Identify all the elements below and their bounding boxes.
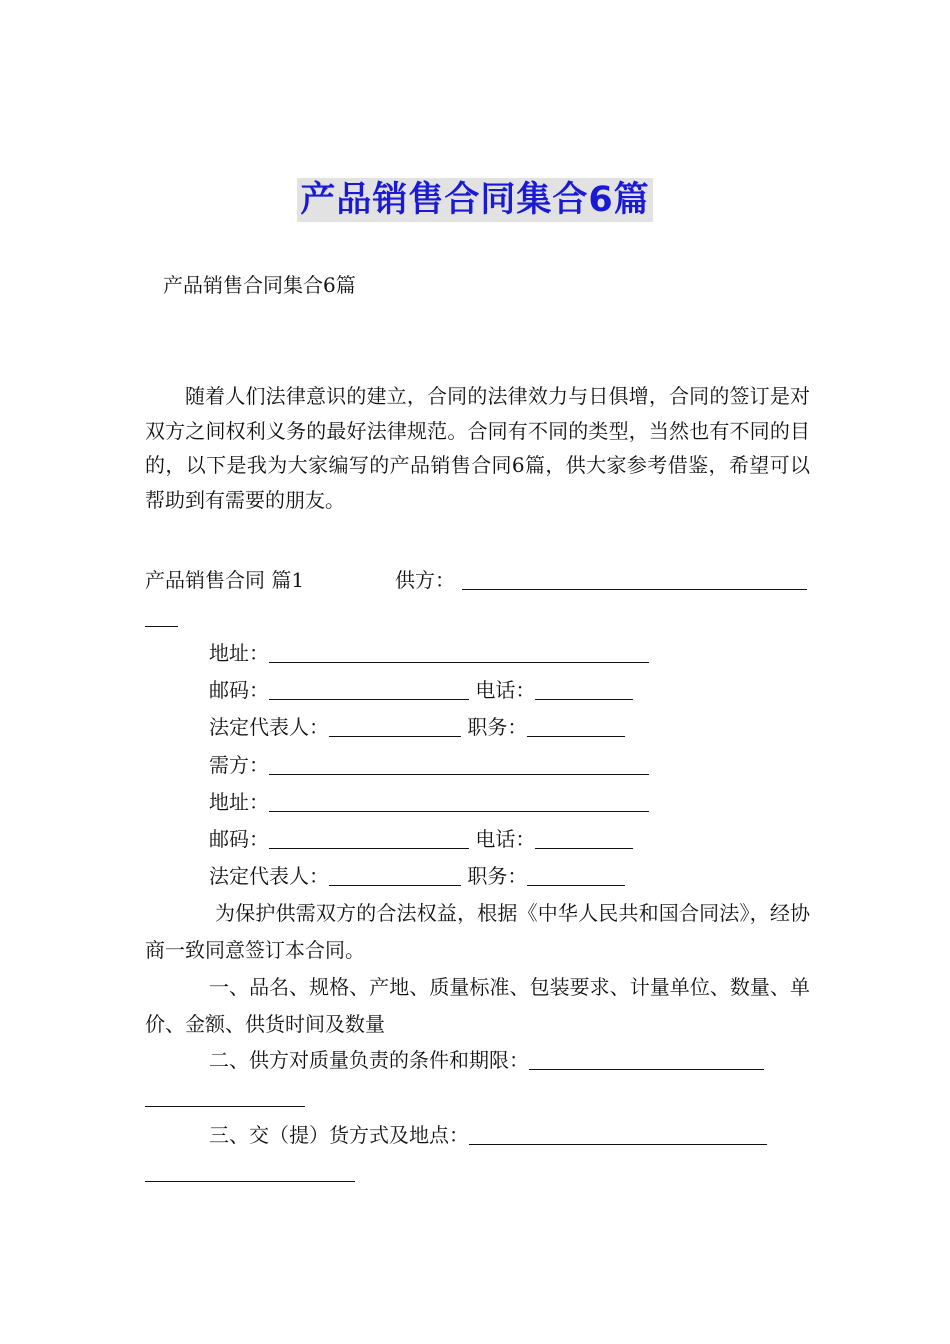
clause1-text: 一、品名、规格、产地、质量标准、包装要求、计量单位、数量、单价、金额、供货时间及数量 <box>145 975 810 1036</box>
supplier-postcode-blank <box>269 677 469 700</box>
supplier-field-continued <box>145 602 178 632</box>
buyer-position-label: 职务： <box>467 864 528 888</box>
section1-heading: 产品销售合同 篇1 <box>145 568 305 592</box>
buyer-postcode-label: 邮码： <box>209 827 269 851</box>
buyer-legal-rep-row <box>209 861 625 891</box>
supplier-position-blank <box>527 714 625 737</box>
buyer-phone-blank <box>535 826 633 849</box>
clause3-blank <box>469 1122 767 1145</box>
buyer-address-row <box>209 787 649 817</box>
preamble-text: 为保护供需双方的合法权益，根据《中华人民共和国合同法》，经协商一致同意签订本合同。 <box>145 901 810 962</box>
clause3-text: 三、交（提）货方式及地点： <box>209 1123 469 1147</box>
buyer-legal-rep-blank <box>329 863 461 886</box>
clause2-blank <box>529 1047 764 1070</box>
intro-paragraph <box>145 379 810 517</box>
supplier-postcode-row <box>209 675 633 705</box>
document-subtitle: 产品销售合同集合6篇 <box>163 273 356 297</box>
clause2-text: 二、供方对质量负责的条件和期限： <box>209 1048 529 1072</box>
clause2-continued <box>145 1082 305 1112</box>
clause3-row <box>209 1120 767 1150</box>
clause2-blank-continued <box>145 1084 305 1107</box>
supplier-blank-continued <box>145 604 178 627</box>
buyer-row <box>209 750 649 780</box>
buyer-label: 需方： <box>209 753 269 777</box>
supplier-legal-rep-blank <box>329 714 461 737</box>
buyer-address-blank <box>269 789 649 812</box>
clause1-block <box>145 969 810 1043</box>
supplier-postcode-label: 邮码： <box>209 678 269 702</box>
buyer-position-blank <box>527 863 625 886</box>
supplier-field <box>462 565 807 595</box>
intro-text: 随着人们法律意识的建立，合同的法律效力与日俱增，合同的签订是对双方之间权利义务的最好法律规范。合同有不同的类型，当然也有不同的目的，以下是我为大家编写的产品销售合同6篇，供大家参考借鉴，希望可以帮助到有需要的朋友。 <box>145 384 810 512</box>
clause3-continued <box>145 1157 355 1187</box>
supplier-phone-blank <box>535 677 633 700</box>
buyer-postcode-blank <box>269 826 469 849</box>
buyer-phone-label: 电话： <box>475 827 536 851</box>
document-title: 产品销售合同集合6篇 <box>297 178 652 222</box>
supplier-blank <box>462 567 807 590</box>
supplier-phone-label: 电话： <box>475 678 536 702</box>
clause2-row <box>209 1045 764 1075</box>
preamble-block <box>145 895 810 969</box>
supplier-address-blank <box>269 640 649 663</box>
buyer-legal-rep-label: 法定代表人： <box>209 864 329 888</box>
supplier-position-label: 职务： <box>467 715 528 739</box>
buyer-blank <box>269 752 649 775</box>
supplier-address-label: 地址： <box>209 641 269 665</box>
supplier-label: 供方： <box>395 568 455 592</box>
supplier-address-row <box>209 638 649 668</box>
supplier-legal-rep-label: 法定代表人： <box>209 715 329 739</box>
title-block <box>0 178 950 222</box>
clause3-blank-continued <box>145 1159 355 1182</box>
supplier-legal-rep-row <box>209 712 625 742</box>
buyer-postcode-row <box>209 824 633 854</box>
buyer-address-label: 地址： <box>209 790 269 814</box>
